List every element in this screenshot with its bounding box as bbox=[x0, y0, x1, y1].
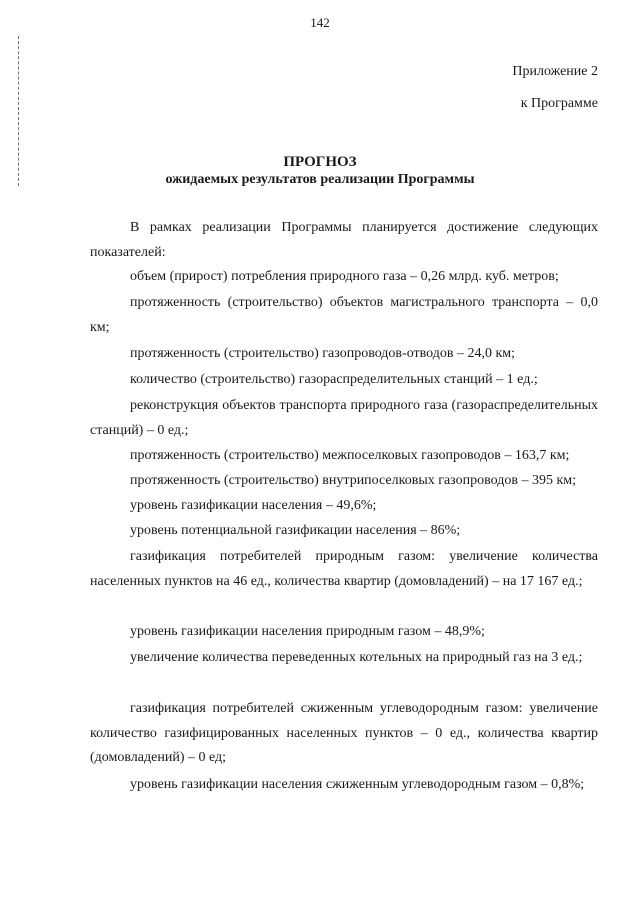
indicator-gasification-level: уровень газификации населения – 49,6%; bbox=[130, 498, 377, 513]
indicator-natural-gas-consumers: газификация потребителей природным газом: увеличение количества населенных пунктов на 46 ед., количества квартир (домовладений) – на 17 167 ед.; bbox=[90, 549, 598, 589]
indicator-potential-gasification: уровень потенциальной газификации населения – 86%; bbox=[130, 523, 461, 538]
indicator-gas-consumption: объем (прирост) потребления природного газа – 0,26 млрд. куб. метров; bbox=[130, 269, 559, 284]
indicator-boiler-conversion: увеличение количества переведенных котельных на природный газ на 3 ед.; bbox=[130, 650, 583, 665]
page-number: 142 bbox=[310, 15, 330, 30]
document-subtitle: ожидаемых результатов реализации Программы bbox=[165, 172, 475, 187]
appendix-label: Приложение 2 bbox=[512, 64, 598, 79]
indicator-intrasettlement-pipelines: протяженность (строительство) внутрипоселковых газопроводов – 395 км; bbox=[130, 473, 577, 488]
appendix-reference: к Программе bbox=[520, 96, 598, 111]
indicator-reconstruction: реконструкция объектов транспорта природного газа (газораспределительных станций) – 0 ед.; bbox=[90, 398, 598, 438]
indicator-lpg-consumers: газификация потребителей сжиженным углеводородным газом: увеличение количество газифицированных населенных пунктов – 0 ед., количества квартир (домовладений) – 0 ед; bbox=[90, 701, 598, 766]
indicator-intersettlement-pipelines: протяженность (строительство) межпоселковых газопроводов – 163,7 км; bbox=[130, 448, 570, 463]
document-title: ПРОГНОЗ bbox=[283, 154, 357, 170]
indicator-main-transport: протяженность (строительство) объектов магистрального транспорта – 0,0 км; bbox=[90, 295, 598, 335]
indicator-lpg-level: уровень газификации населения сжиженным углеводородным газом – 0,8%; bbox=[130, 777, 585, 792]
indicator-branch-pipelines: протяженность (строительство) газопроводов-отводов – 24,0 км; bbox=[130, 346, 516, 361]
indicator-gas-stations: количество (строительство) газораспределительных станций – 1 ед.; bbox=[130, 372, 538, 387]
intro-paragraph: В рамках реализации Программы планируется достижение следующих показателей: bbox=[90, 220, 598, 260]
indicator-natural-gas-level: уровень газификации населения природным газом – 48,9%; bbox=[130, 624, 485, 639]
